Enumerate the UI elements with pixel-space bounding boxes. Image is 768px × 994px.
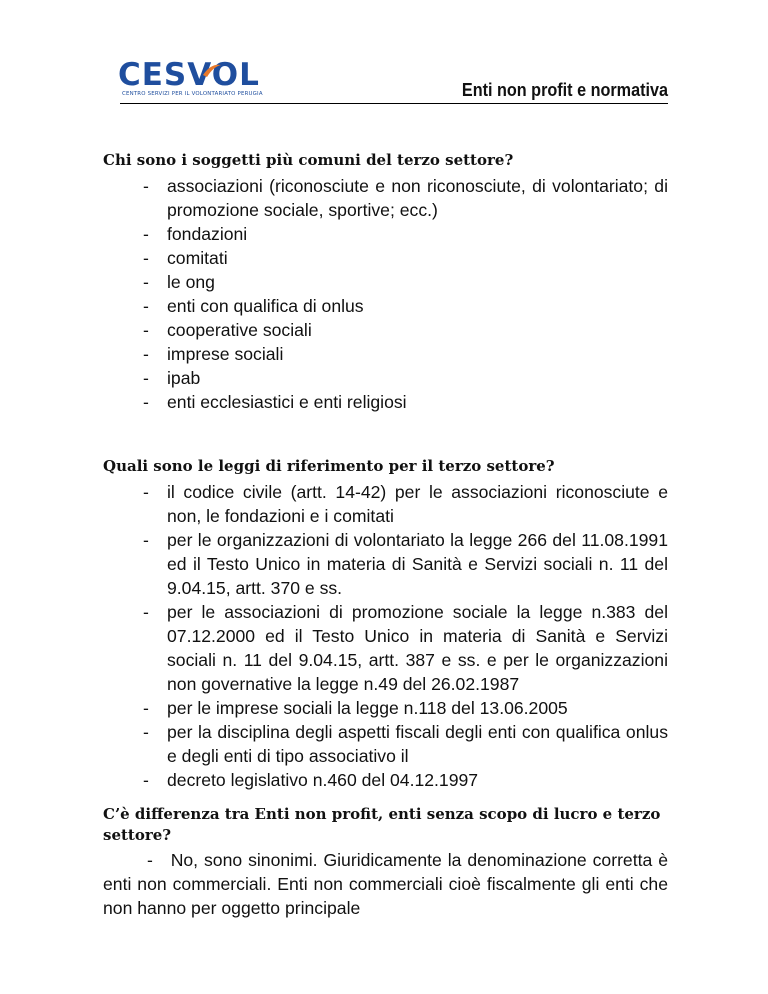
laws-list (103, 480, 668, 792)
document-title: Enti non profit e normativa (461, 80, 668, 100)
list-item: - imprese sociali (143, 344, 284, 364)
list-item: - ipab (143, 368, 201, 388)
list-item: - il codice civile (artt. 14-42) per le associazioni riconosciute e non, le fondazioni e i comitati (143, 482, 668, 526)
list-item: - comitati (143, 248, 228, 268)
list-item: - per le imprese sociali la legge n.118 del 13.06.2005 (143, 698, 568, 718)
list-item: - associazioni (riconosciute e non riconosciute, di volontariato; di promozione sociale, sportive; ecc.) (143, 176, 668, 220)
section-question: Quali sono le leggi di riferimento per il terzo settore? (103, 457, 555, 475)
list-item: - per le organizzazioni di volontariato la legge 266 del 11.08.1991 ed il Testo Unico in materia di Sanità e Servizi sociali n. 11 del 9.04.15, artt. 370 e ss. (143, 530, 668, 598)
list-item: - per le associazioni di promozione sociale la legge n.383 del 07.12.2000 ed il Testo Unico in materia di Sanità e Servizi sociali n. 11 del 9.04.15, artt. 387 e ss. e per le organizzazioni non governative la legge n.49 del 26.02.1987 (143, 602, 668, 694)
logo-swoosh-icon (201, 61, 223, 83)
header-divider (120, 103, 668, 104)
list-item: - le ong (143, 272, 215, 292)
list-item: - fondazioni (143, 224, 248, 244)
section-soggetti (103, 150, 668, 414)
document-body (103, 150, 668, 920)
list-item: - per la disciplina degli aspetti fiscali degli enti con qualifica onlus e degli enti di tipo associativo il (143, 722, 668, 766)
section-answer: - No, sono sinonimi. Giuridicamente la denominazione corretta è enti non commerciali. Enti non commerciali cioè fiscalmente gli enti che non hanno per oggetto principale (103, 850, 668, 918)
logo-wordmark: CESVOL (118, 57, 260, 93)
page-header (0, 0, 768, 110)
section-question: C’è differenza tra Enti non profit, enti senza scopo di lucro e terzo settore? (103, 805, 661, 844)
list-item: - enti con qualifica di onlus (143, 296, 364, 316)
logo-tagline: CENTRO SERVIZI PER IL VOLONTARIATO PERUGIA (122, 91, 263, 97)
list-item: - cooperative sociali (143, 320, 312, 340)
section-question: Chi sono i soggetti più comuni del terzo settore? (103, 151, 514, 169)
cesvol-logo (118, 58, 268, 100)
list-item: - decreto legislativo n.460 del 04.12.1997 (143, 770, 479, 790)
subjects-list (103, 174, 668, 414)
section-differenza (103, 804, 668, 920)
section-leggi (103, 456, 668, 792)
list-item: - enti ecclesiastici e enti religiosi (143, 392, 407, 412)
